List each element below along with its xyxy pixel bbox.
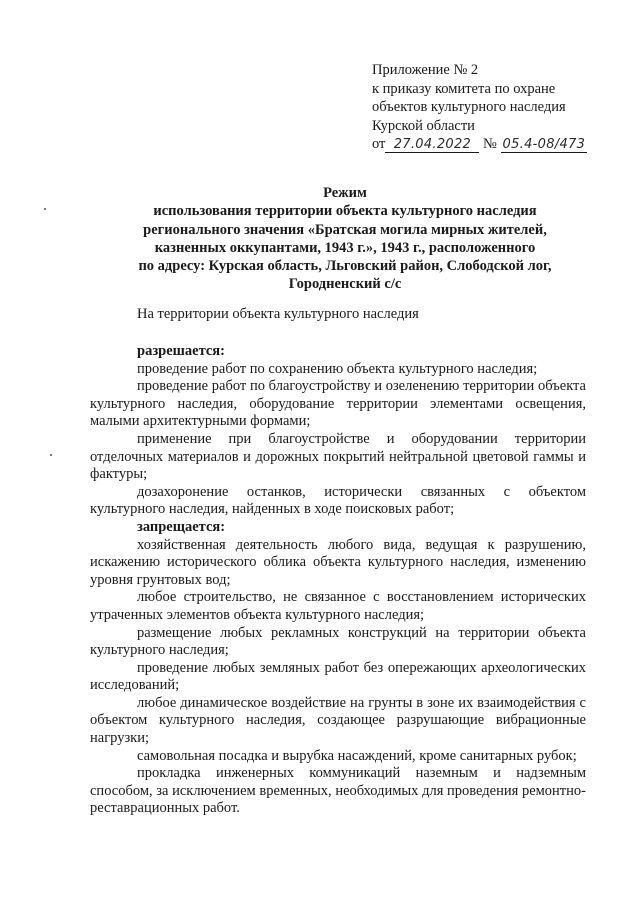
title-line: регионального значения «Братская могила мирных жителей, [143,221,547,238]
allowed-item: проведение работ по благоустройству и озеленению территории объекта культурного наследия, оборудование территории элементами освещения, малыми архитектурными формами; [90,378,586,430]
title-line: Городненский с/с [288,276,402,293]
prohibited-item: размещение любых рекламных конструкций на территории объекта культурного наследия; [90,624,586,659]
order-reference [372,135,622,154]
intro-text: На территории объекта культурного наследия [137,306,419,322]
prohibited-item: проведение любых земляных работ без опережающих археологических исследований; [90,659,586,694]
appendix-line: объектов культурного наследия [372,99,566,115]
appendix-line: Приложение № 2 [372,62,479,78]
appendix-line: Курской области [372,117,475,134]
title-line: по адресу: Курская область, Льговский район, Слободской лог, [138,258,552,275]
order-prefix: от [372,136,386,152]
order-date-field [385,137,479,153]
prohibited-heading: запрещается: [137,518,226,535]
allowed-item: применение при благоустройстве и оборудовании территории отделочных материалов и дорожных покрытий нейтральной цветовой гаммы и фактуры; [90,430,586,483]
appendix-line: к приказу комитета по охране [372,80,556,97]
document-title [90,184,600,294]
order-number-field [501,137,588,153]
title-line: использования территории объекта культурного наследия [153,203,537,220]
allowed-heading: разрешается: [137,343,225,359]
prohibited-item: любое динамическое воздействие на грунты в зоне их взаимодействия с объектом культурного наследия, создающее разрушающие вибрационные нагрузки; [90,694,586,747]
scan-speck [50,454,52,456]
prohibited-item: хозяйственная деятельность любого вида, ведущая к разрушению, искажению исторического облика объекта культурного наследия, изменению уровня грунтовых вод; [90,536,586,588]
document-body [90,343,586,818]
prohibited-item: прокладка инженерных коммуникаций наземным и надземным способом, за исключением временных, необходимых для проведения ремонтно-реставрационных работ. [90,765,586,817]
scan-speck [44,208,46,210]
title-line: казненных оккупантами, 1943 г.», 1943 г., расположенного [154,239,536,256]
allowed-item: дозахоронение останков, исторически связанных с объектом культурного наследия, найденных в ходе поисковых работ; [90,483,586,518]
appendix-header [372,61,622,154]
title-line: Режим [323,185,367,201]
prohibited-item: любое строительство, не связанное с восстановлением исторических утраченных элементов объекта культурного наследия; [90,589,586,623]
prohibited-item: самовольная посадка и вырубка насаждений, кроме санитарных рубок; [137,747,577,764]
order-number: 05.4-08/473 [502,137,586,152]
allowed-item: проведение работ по сохранению объекта культурного наследия; [137,360,538,377]
order-number-label: № [483,136,497,152]
order-date: 27.04.2022 [393,137,472,152]
